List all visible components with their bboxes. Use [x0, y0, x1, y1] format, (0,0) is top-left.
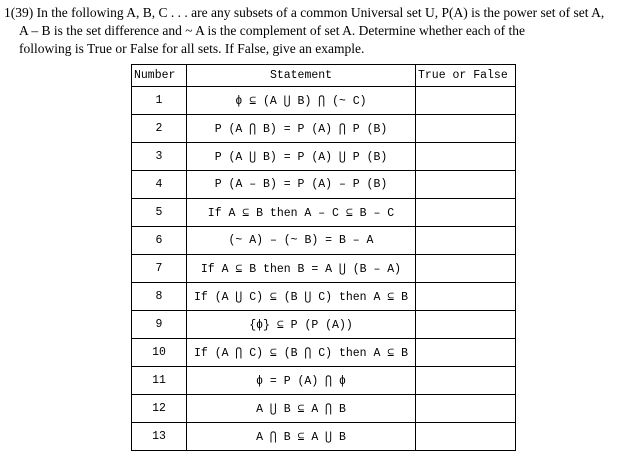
row-number: 1 — [132, 87, 187, 115]
table-row — [132, 227, 516, 255]
set-statements-table — [131, 64, 516, 451]
row-statement: A ⋃ B ⊆ A ⋂ B — [187, 395, 416, 423]
row-number: 11 — [132, 367, 187, 395]
table-row — [132, 143, 516, 171]
table-row — [132, 339, 516, 367]
row-answer-cell[interactable] — [416, 339, 516, 367]
row-statement: P (A ⋃ B) = P (A) ⋃ P (B) — [187, 143, 416, 171]
row-statement: A ⋂ B ⊆ A ⋃ B — [187, 423, 416, 451]
row-answer-cell[interactable] — [416, 395, 516, 423]
row-answer-cell[interactable] — [416, 283, 516, 311]
problem-line-2: A – B is the set difference and ~ A is the complement of set A. Determine whether each of the — [19, 23, 526, 38]
row-answer-cell[interactable] — [416, 311, 516, 339]
row-number: 5 — [132, 199, 187, 227]
row-answer-cell[interactable] — [416, 423, 516, 451]
row-number: 6 — [132, 227, 187, 255]
row-answer-cell[interactable] — [416, 143, 516, 171]
table-row — [132, 311, 516, 339]
row-statement: If A ⊆ B then B = A ⋃ (B – A) — [187, 255, 416, 283]
row-answer-cell[interactable] — [416, 87, 516, 115]
table-row — [132, 423, 516, 451]
table-row — [132, 171, 516, 199]
header-true-or-false: True or False — [416, 65, 516, 87]
table-row — [132, 283, 516, 311]
row-answer-cell[interactable] — [416, 227, 516, 255]
row-statement: If (A ⋂ C) ⊆ (B ⋂ C) then A ⊆ B — [187, 339, 416, 367]
row-number: 9 — [132, 311, 187, 339]
row-answer-cell[interactable] — [416, 367, 516, 395]
row-number: 8 — [132, 283, 187, 311]
row-number: 7 — [132, 255, 187, 283]
header-statement: Statement — [187, 65, 416, 87]
row-number: 4 — [132, 171, 187, 199]
row-statement: ϕ ⊆ (A ⋃ B) ⋂ (~ C) — [187, 87, 416, 115]
problem-line-1: 1(39) In the following A, B, C . . . are any subsets of a common Universal set U, P(A) is the power set of set A, — [4, 5, 605, 20]
row-number: 13 — [132, 423, 187, 451]
row-statement: P (A – B) = P (A) – P (B) — [187, 171, 416, 199]
table-header-row — [132, 65, 516, 87]
table-row — [132, 367, 516, 395]
row-number: 3 — [132, 143, 187, 171]
row-statement: {ϕ} ⊆ P (P (A)) — [187, 311, 416, 339]
table-row — [132, 87, 516, 115]
problem-statement — [4, 4, 634, 58]
row-answer-cell[interactable] — [416, 199, 516, 227]
table-row — [132, 115, 516, 143]
problem-line-3: following is True or False for all sets. If False, give an example. — [19, 41, 365, 56]
row-statement: P (A ⋂ B) = P (A) ⋂ P (B) — [187, 115, 416, 143]
row-number: 2 — [132, 115, 187, 143]
row-answer-cell[interactable] — [416, 171, 516, 199]
row-number: 12 — [132, 395, 187, 423]
table-row — [132, 255, 516, 283]
table-row — [132, 199, 516, 227]
row-answer-cell[interactable] — [416, 255, 516, 283]
row-answer-cell[interactable] — [416, 115, 516, 143]
row-statement: (~ A) – (~ B) = B – A — [187, 227, 416, 255]
row-statement: If A ⊆ B then A – C ⊆ B – C — [187, 199, 416, 227]
row-statement: If (A ⋃ C) ⊆ (B ⋃ C) then A ⊆ B — [187, 283, 416, 311]
row-statement: ϕ = P (A) ⋂ ϕ — [187, 367, 416, 395]
table-row — [132, 395, 516, 423]
row-number: 10 — [132, 339, 187, 367]
header-number: Number — [132, 65, 187, 87]
